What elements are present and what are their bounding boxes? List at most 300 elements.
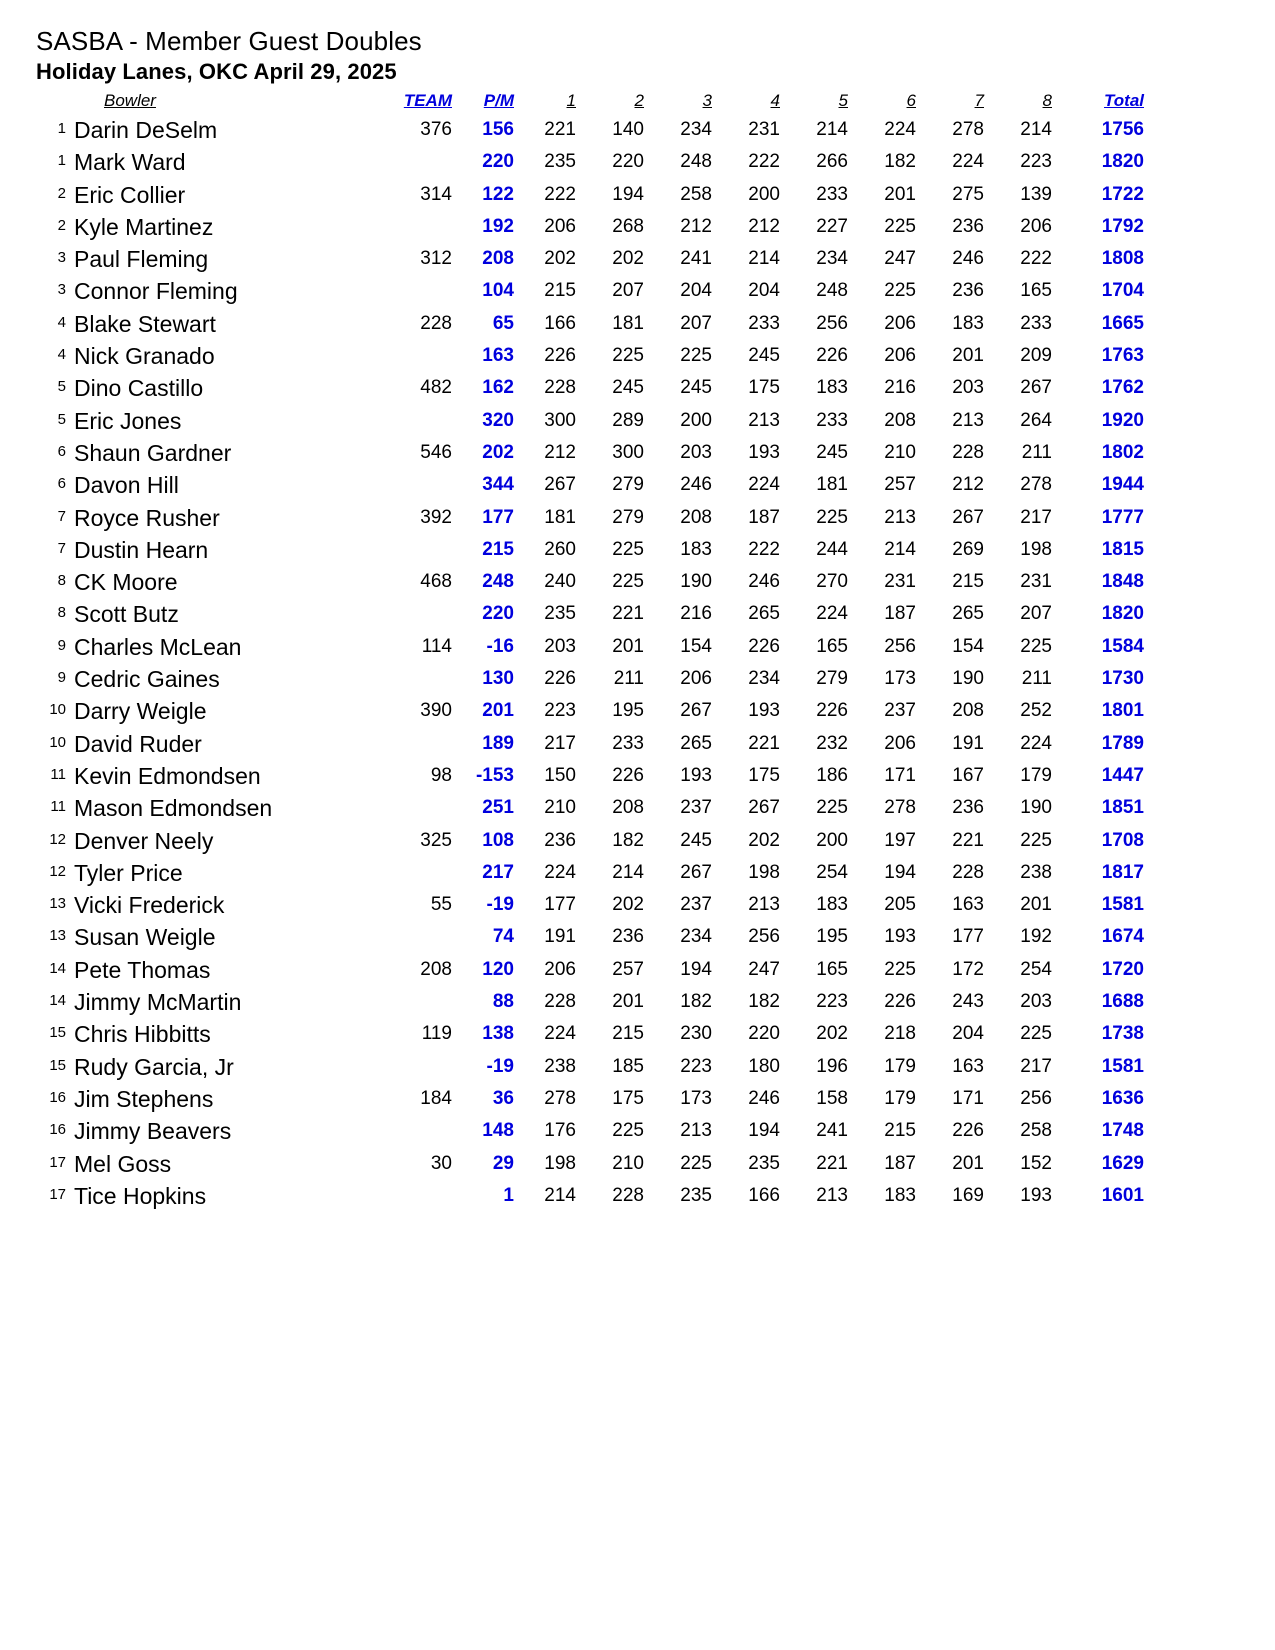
table-row (36, 986, 1148, 1018)
row-game-1: 206 (544, 958, 576, 980)
row-game-5: 226 (816, 700, 848, 722)
row-game-3: 248 (680, 151, 712, 173)
row-plus-minus: 177 (482, 506, 514, 528)
row-game-5: 226 (816, 345, 848, 367)
row-game-7: 226 (952, 1120, 984, 1142)
row-total: 1920 (1101, 409, 1144, 431)
row-plus-minus: 192 (482, 215, 514, 237)
row-game-7: 221 (952, 829, 984, 851)
row-game-5: 225 (816, 506, 848, 528)
row-game-7: 228 (952, 441, 984, 463)
row-game-1: 278 (544, 1087, 576, 1109)
row-total: 1848 (1101, 571, 1144, 593)
row-bowler-name: Tyler Price (74, 859, 183, 886)
table-row (36, 1148, 1148, 1180)
row-game-8: 207 (1020, 603, 1052, 625)
row-game-8: 222 (1020, 248, 1052, 270)
row-bowler-name: Eric Jones (74, 407, 182, 434)
row-game-2: 207 (612, 280, 644, 302)
row-game-3: 208 (680, 506, 712, 528)
row-plus-minus: 162 (482, 377, 514, 399)
row-game-3: 212 (680, 215, 712, 237)
row-game-3: 216 (680, 603, 712, 625)
row-game-5: 227 (816, 215, 848, 237)
row-total: 1704 (1101, 280, 1144, 302)
row-game-6: 194 (884, 861, 916, 883)
row-rank: 15 (49, 1024, 66, 1042)
row-game-7: 203 (952, 377, 984, 399)
row-total: 1802 (1101, 441, 1144, 463)
row-game-7: 265 (952, 603, 984, 625)
row-game-8: 256 (1020, 1087, 1052, 1109)
row-game-8: 203 (1020, 991, 1052, 1013)
row-game-4: 226 (748, 635, 780, 657)
row-game-2: 175 (612, 1087, 644, 1109)
row-game-5: 254 (816, 861, 848, 883)
row-plus-minus: 148 (482, 1120, 514, 1142)
row-game-3: 237 (680, 797, 712, 819)
row-game-3: 234 (680, 926, 712, 948)
table-row (36, 179, 1148, 211)
row-game-4: 246 (748, 1087, 780, 1109)
row-game-6: 256 (884, 635, 916, 657)
row-rank: 13 (49, 895, 66, 913)
row-game-7: 236 (952, 797, 984, 819)
row-rank: 4 (57, 346, 66, 364)
row-game-7: 154 (952, 635, 984, 657)
row-game-8: 214 (1020, 119, 1052, 140)
row-game-4: 267 (748, 797, 780, 819)
row-game-6: 179 (884, 1055, 916, 1077)
row-game-4: 187 (748, 506, 780, 528)
row-game-8: 190 (1020, 797, 1052, 819)
row-game-2: 300 (612, 441, 644, 463)
row-game-6: 187 (884, 603, 916, 625)
row-plus-minus: 202 (482, 441, 514, 463)
row-bowler-name: Kevin Edmondsen (74, 762, 261, 789)
row-rank: 2 (57, 216, 66, 234)
row-team-score (372, 1180, 456, 1212)
row-team-score (372, 1115, 456, 1147)
table-row (36, 469, 1148, 501)
row-team-score: 119 (421, 1023, 452, 1045)
row-game-2: 202 (612, 248, 644, 270)
row-rank: 9 (57, 636, 66, 654)
row-game-4: 233 (748, 312, 780, 334)
row-team-score: 312 (420, 248, 452, 270)
row-bowler-name: Mel Goss (74, 1150, 172, 1177)
row-bowler-name: Blake Stewart (74, 310, 216, 337)
row-team-score: 325 (420, 829, 452, 851)
table-row (36, 405, 1148, 437)
row-game-2: 226 (612, 764, 644, 786)
row-team-score: 390 (420, 700, 452, 722)
row-game-8: 225 (1020, 1023, 1052, 1045)
row-game-8: 192 (1020, 926, 1052, 948)
row-game-6: 224 (884, 119, 916, 140)
row-rank: 10 (49, 733, 66, 751)
row-total: 1801 (1101, 700, 1144, 722)
column-header-game-1: 1 (566, 91, 576, 110)
table-row (36, 114, 1148, 146)
row-game-1: 202 (544, 248, 576, 270)
row-game-2: 289 (612, 409, 644, 431)
row-game-5: 270 (816, 571, 848, 593)
row-team-score: 482 (420, 377, 452, 399)
column-header-game-4: 4 (770, 91, 780, 110)
row-rank: 12 (49, 862, 66, 880)
page-subtitle: Holiday Lanes, OKC April 29, 2025 (36, 59, 397, 84)
row-game-4: 193 (748, 441, 780, 463)
row-game-4: 175 (748, 377, 780, 399)
row-plus-minus: 130 (482, 668, 514, 690)
row-bowler-name: Dino Castillo (74, 375, 204, 402)
row-game-3: 173 (680, 1087, 712, 1109)
row-game-6: 216 (884, 377, 916, 399)
row-game-4: 214 (748, 248, 780, 270)
row-team-score (372, 728, 456, 760)
row-team-score (372, 792, 456, 824)
row-game-7: 191 (952, 732, 984, 754)
row-game-1: 206 (544, 215, 576, 237)
row-total: 1722 (1101, 183, 1144, 205)
row-bowler-name: Royce Rusher (74, 504, 220, 531)
table-row (36, 857, 1148, 889)
row-team-score (372, 986, 456, 1018)
row-game-5: 224 (816, 603, 848, 625)
row-bowler-name: CK Moore (74, 569, 178, 596)
row-game-3: 193 (680, 764, 712, 786)
row-game-1: 238 (544, 1055, 576, 1077)
row-game-2: 202 (612, 894, 644, 916)
row-game-2: 279 (612, 474, 644, 496)
row-plus-minus: 251 (482, 797, 514, 819)
row-game-2: 208 (612, 797, 644, 819)
row-game-5: 223 (816, 991, 848, 1013)
row-bowler-name: Charles McLean (74, 633, 242, 660)
row-game-3: 265 (680, 732, 712, 754)
row-game-3: 200 (680, 409, 712, 431)
row-game-7: 267 (952, 506, 984, 528)
row-game-8: 264 (1020, 409, 1052, 431)
row-game-7: 224 (952, 151, 984, 173)
row-game-2: 140 (612, 119, 644, 140)
row-bowler-name: Mason Edmondsen (74, 795, 273, 822)
row-game-7: 236 (952, 280, 984, 302)
table-row (36, 566, 1148, 598)
row-plus-minus: 217 (482, 861, 514, 883)
row-game-1: 223 (544, 700, 576, 722)
table-body (36, 114, 1148, 1212)
row-bowler-name: Cedric Gaines (74, 666, 220, 693)
row-game-1: 203 (544, 635, 576, 657)
row-total: 1674 (1101, 926, 1144, 948)
row-game-7: 163 (952, 1055, 984, 1077)
row-plus-minus: 122 (482, 183, 514, 205)
row-game-4: 193 (748, 700, 780, 722)
row-game-4: 222 (748, 151, 780, 173)
row-game-6: 208 (884, 409, 916, 431)
row-game-1: 181 (544, 506, 576, 528)
row-game-4: 235 (748, 1152, 780, 1174)
row-game-5: 202 (816, 1023, 848, 1045)
row-game-8: 152 (1020, 1152, 1052, 1174)
row-game-5: 165 (816, 958, 848, 980)
row-bowler-name: Paul Fleming (74, 246, 209, 273)
row-game-3: 235 (680, 1184, 712, 1206)
row-rank: 7 (57, 539, 66, 557)
row-rank: 9 (57, 669, 66, 687)
row-game-2: 201 (612, 635, 644, 657)
column-header-pm: P/M (483, 91, 514, 110)
row-game-1: 217 (544, 732, 576, 754)
row-game-3: 182 (680, 991, 712, 1013)
row-rank: 14 (49, 959, 66, 977)
row-game-5: 195 (816, 926, 848, 948)
row-game-3: 267 (680, 861, 712, 883)
row-game-5: 233 (816, 409, 848, 431)
row-game-1: 215 (544, 280, 576, 302)
row-plus-minus: 220 (482, 603, 514, 625)
row-game-5: 248 (816, 280, 848, 302)
table-row (36, 825, 1148, 857)
row-game-7: 183 (952, 312, 984, 334)
row-game-3: 213 (680, 1120, 712, 1142)
table-row (36, 1083, 1148, 1115)
row-plus-minus: 344 (482, 474, 514, 496)
row-rank: 6 (57, 442, 66, 460)
row-plus-minus: 208 (482, 248, 514, 270)
row-game-6: 237 (884, 700, 916, 722)
row-game-5: 196 (816, 1055, 848, 1077)
row-game-5: 200 (816, 829, 848, 851)
row-plus-minus: 248 (482, 571, 514, 593)
row-total: 1447 (1101, 764, 1144, 786)
row-bowler-name: Rudy Garcia, Jr (74, 1053, 234, 1080)
table-row (36, 211, 1148, 243)
table-row (36, 889, 1148, 921)
row-rank: 6 (57, 475, 66, 493)
row-plus-minus: 108 (482, 829, 514, 851)
table-row (36, 340, 1148, 372)
row-game-8: 223 (1020, 151, 1052, 173)
row-game-4: 200 (748, 183, 780, 205)
row-game-8: 258 (1020, 1120, 1052, 1142)
row-bowler-name: Darin DeSelm (74, 117, 218, 143)
row-game-7: 236 (952, 215, 984, 237)
row-game-4: 224 (748, 474, 780, 496)
row-game-7: 190 (952, 668, 984, 690)
row-game-2: 228 (612, 1184, 644, 1206)
row-total: 1820 (1101, 151, 1144, 173)
table-row (36, 695, 1148, 727)
row-rank: 4 (57, 313, 66, 331)
row-rank: 16 (49, 1088, 66, 1106)
row-game-5: 234 (816, 248, 848, 270)
row-rank: 1 (57, 152, 66, 170)
row-total: 1808 (1101, 248, 1144, 270)
row-plus-minus: 201 (482, 700, 514, 722)
row-game-6: 206 (884, 312, 916, 334)
row-game-8: 225 (1020, 635, 1052, 657)
row-team-score (372, 211, 456, 243)
row-plus-minus: 36 (492, 1087, 514, 1109)
row-game-3: 258 (680, 183, 712, 205)
row-total: 1944 (1101, 474, 1144, 496)
row-game-2: 225 (612, 1120, 644, 1142)
row-total: 1688 (1101, 991, 1144, 1013)
row-game-2: 194 (612, 183, 644, 205)
row-game-7: 177 (952, 926, 984, 948)
row-team-score: 392 (420, 506, 452, 528)
row-rank: 1 (57, 120, 66, 137)
row-game-4: 222 (748, 538, 780, 560)
row-game-7: 215 (952, 571, 984, 593)
row-game-3: 183 (680, 538, 712, 560)
row-total: 1777 (1101, 506, 1144, 528)
row-team-score: 468 (420, 571, 452, 593)
row-bowler-name: Susan Weigle (74, 924, 216, 951)
row-total: 1581 (1101, 1055, 1144, 1077)
row-rank: 15 (49, 1056, 66, 1074)
row-plus-minus: 163 (482, 345, 514, 367)
row-game-1: 226 (544, 345, 576, 367)
row-game-4: 213 (748, 894, 780, 916)
row-plus-minus: -19 (486, 1055, 514, 1077)
row-game-1: 228 (544, 991, 576, 1013)
row-game-7: 243 (952, 991, 984, 1013)
row-bowler-name: Chris Hibbitts (74, 1021, 211, 1048)
row-rank: 3 (57, 281, 66, 299)
row-total: 1756 (1101, 119, 1144, 140)
row-game-8: 211 (1021, 668, 1052, 690)
row-game-2: 245 (612, 377, 644, 399)
row-game-7: 167 (952, 764, 984, 786)
row-rank: 8 (57, 604, 66, 622)
row-game-1: 240 (544, 571, 576, 593)
row-rank: 5 (57, 410, 66, 428)
row-team-score (372, 534, 456, 566)
row-game-6: 247 (884, 248, 916, 270)
row-game-8: 233 (1020, 312, 1052, 334)
row-game-2: 182 (612, 829, 644, 851)
row-game-3: 245 (680, 829, 712, 851)
row-game-8: 201 (1020, 894, 1052, 916)
row-game-5: 233 (816, 183, 848, 205)
row-game-2: 201 (612, 991, 644, 1013)
column-header-bowler: Bowler (104, 91, 156, 110)
table-row (36, 372, 1148, 404)
table-row (36, 1180, 1148, 1212)
row-game-6: 187 (884, 1152, 916, 1174)
row-total: 1817 (1101, 861, 1144, 883)
row-game-3: 204 (680, 280, 712, 302)
row-game-8: 165 (1020, 280, 1052, 302)
row-rank: 13 (49, 927, 66, 945)
row-team-score (372, 469, 456, 501)
row-game-2: 181 (612, 312, 644, 334)
table-row (36, 598, 1148, 630)
row-game-5: 244 (816, 538, 848, 560)
row-game-8: 225 (1020, 829, 1052, 851)
column-header-team: TEAM (403, 91, 452, 110)
row-game-4: 182 (748, 991, 780, 1013)
row-plus-minus: 65 (492, 312, 514, 334)
table-row (36, 1051, 1148, 1083)
row-game-6: 214 (884, 538, 916, 560)
row-game-6: 226 (884, 991, 916, 1013)
row-game-5: 225 (816, 797, 848, 819)
row-game-3: 241 (680, 248, 712, 270)
row-game-1: 176 (544, 1120, 576, 1142)
row-bowler-name: Denver Neely (74, 827, 214, 854)
row-game-4: 247 (748, 958, 780, 980)
row-game-3: 223 (680, 1055, 712, 1077)
row-game-7: 269 (952, 538, 984, 560)
row-game-5: 232 (816, 732, 848, 754)
row-game-8: 278 (1020, 474, 1052, 496)
row-plus-minus: 1 (503, 1184, 514, 1206)
table-row (36, 502, 1148, 534)
table-row (36, 275, 1148, 307)
row-game-1: 166 (544, 312, 576, 334)
row-plus-minus: 88 (492, 991, 514, 1013)
column-header-game-6: 6 (906, 91, 916, 110)
table-row (36, 954, 1148, 986)
row-team-score: 30 (430, 1152, 452, 1174)
row-total: 1581 (1101, 894, 1144, 916)
row-plus-minus: -19 (486, 894, 514, 916)
row-game-6: 231 (884, 571, 916, 593)
row-game-6: 225 (884, 280, 916, 302)
row-game-5: 266 (816, 151, 848, 173)
row-game-1: 150 (544, 764, 576, 786)
row-game-3: 206 (680, 668, 712, 690)
row-plus-minus: -153 (475, 764, 514, 786)
row-bowler-name: Jim Stephens (74, 1085, 214, 1112)
row-rank: 16 (49, 1121, 66, 1139)
row-bowler-name: David Ruder (74, 730, 202, 757)
row-plus-minus: 215 (482, 538, 514, 560)
row-game-1: 228 (544, 377, 576, 399)
table-row (36, 1115, 1148, 1147)
row-game-5: 181 (816, 474, 848, 496)
row-game-3: 234 (680, 119, 712, 140)
row-bowler-name: Jimmy McMartin (74, 989, 242, 1016)
row-game-5: 221 (816, 1152, 848, 1174)
row-bowler-name: Jimmy Beavers (74, 1118, 232, 1145)
row-plus-minus: 220 (482, 151, 514, 173)
row-team-score (372, 921, 456, 953)
row-bowler-name: Davon Hill (74, 472, 179, 499)
row-game-2: 214 (612, 861, 644, 883)
table-row (36, 146, 1148, 178)
table-row (36, 1018, 1148, 1050)
table-row (36, 760, 1148, 792)
row-bowler-name: Shaun Gardner (74, 439, 232, 466)
row-game-2: 221 (612, 603, 644, 625)
column-header-total: Total (1104, 91, 1144, 110)
row-game-2: 236 (612, 926, 644, 948)
row-total: 1820 (1101, 603, 1144, 625)
row-team-score: 208 (420, 958, 452, 980)
row-bowler-name: Darry Weigle (74, 698, 207, 725)
row-game-1: 267 (544, 474, 576, 496)
row-team-score (372, 663, 456, 695)
row-game-7: 201 (952, 345, 984, 367)
row-game-5: 183 (816, 894, 848, 916)
row-game-1: 222 (544, 183, 576, 205)
